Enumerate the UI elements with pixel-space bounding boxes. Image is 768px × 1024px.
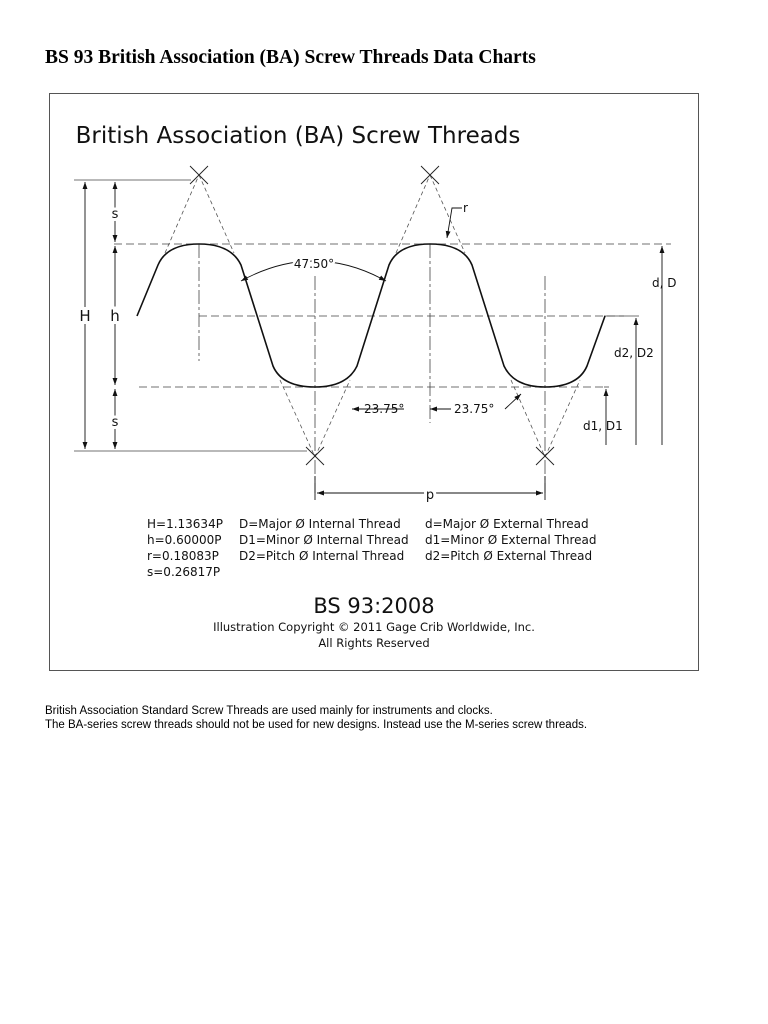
dD-label: d, D [652, 276, 677, 290]
H-label: H [79, 307, 91, 325]
p-label: p [425, 488, 435, 503]
external-thread-legend [425, 517, 597, 563]
thread-diagram [49, 93, 699, 671]
page-heading: BS 93 British Association (BA) Screw Threads Data Charts [45, 47, 536, 68]
angle-left-label: 23.75° [364, 402, 405, 416]
angle-right-label: 23.75° [454, 402, 495, 416]
d2D2-label: d2, D2 [614, 346, 654, 360]
formula-h: h=0.60000P [147, 533, 222, 547]
standard-label: BS 93:2008 [313, 594, 435, 618]
legend-d: d=Major Ø External Thread [425, 517, 589, 531]
formula-H: H=1.13634P [147, 517, 223, 531]
h-label: h [110, 307, 120, 325]
formula-s: s=0.26817P [147, 565, 221, 579]
r-label: r [463, 201, 468, 215]
angle-main-label: 47.50° [293, 257, 335, 271]
diagram-title: British Association (BA) Screw Threads [75, 123, 521, 149]
d1D1-label: d1, D1 [583, 419, 623, 433]
legend-D1: D1=Minor Ø Internal Thread [239, 533, 409, 547]
description-paragraph-2: The BA-series screw threads should not be used for new designs. Instead use the M-series screw threads. [45, 719, 588, 731]
legend-d2: d2=Pitch Ø External Thread [425, 549, 593, 563]
s-top-label: s [111, 207, 119, 222]
rights-text: All Rights Reserved [318, 636, 430, 650]
description-paragraph-1: British Association Standard Screw Threads are used mainly for instruments and clocks. [45, 705, 493, 717]
s-bottom-label: s [111, 415, 119, 430]
internal-thread-legend [239, 517, 409, 563]
copyright-text: Illustration Copyright © 2011 Gage Crib Worldwide, Inc. [213, 620, 535, 634]
description-text [45, 704, 735, 732]
formula-r: r=0.18083P [147, 549, 219, 563]
legend-d1: d1=Minor Ø External Thread [425, 533, 597, 547]
legend-D2: D2=Pitch Ø Internal Thread [239, 549, 405, 563]
legend-D: D=Major Ø Internal Thread [239, 517, 401, 531]
